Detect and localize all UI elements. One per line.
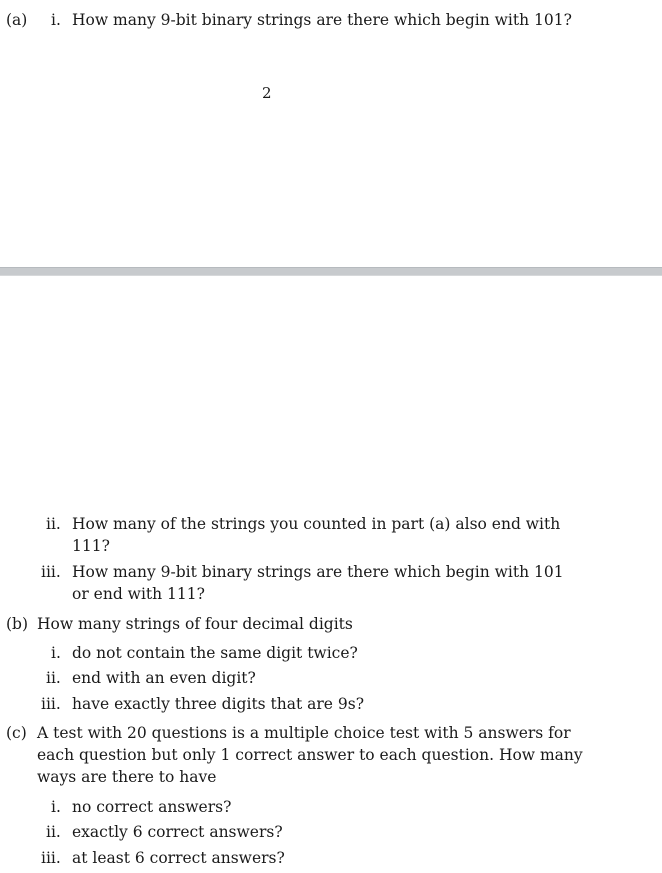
- question-c-ii-text: exactly 6 correct answers?: [72, 823, 283, 841]
- question-b-iii-label: iii.: [41, 695, 61, 713]
- question-c-iii-label: iii.: [41, 849, 61, 867]
- question-c-i-label: i.: [51, 798, 61, 816]
- part-a-label: (a): [6, 11, 28, 29]
- question-c-iii-text: at least 6 correct answers?: [72, 849, 285, 867]
- part-c-text: [37, 722, 583, 788]
- part-b-label: (b): [6, 615, 29, 633]
- part-c-label: (c): [6, 724, 27, 742]
- question-a-i-label: i.: [51, 11, 61, 29]
- question-b-iii-text: have exactly three digits that are 9s?: [72, 695, 365, 713]
- question-a-iii-text: [72, 561, 564, 605]
- part-b-text: How many strings of four decimal digits: [37, 615, 353, 633]
- question-b-ii-text: end with an even digit?: [72, 669, 256, 687]
- page-break-divider: [0, 267, 662, 276]
- question-c-i-text: no correct answers?: [72, 798, 232, 816]
- page-number: 2: [262, 84, 272, 102]
- question-a-ii-line: How many of the strings you counted in part (a) also end with: [72, 515, 561, 533]
- question-a-iii-line: How many 9-bit binary strings are there which begin with 101: [72, 563, 564, 581]
- question-a-i-text: How many 9-bit binary strings are there which begin with 101?: [72, 11, 572, 29]
- question-b-i-label: i.: [51, 644, 61, 662]
- question-a-ii-label: ii.: [46, 515, 61, 533]
- question-a-ii-text: [72, 513, 560, 557]
- part-c-line: each question but only 1 correct answer to each question. How many: [37, 746, 583, 764]
- question-b-i-text: do not contain the same digit twice?: [72, 644, 358, 662]
- part-c-line: ways are there to have: [37, 768, 217, 786]
- part-c-line: A test with 20 questions is a multiple choice test with 5 answers for: [37, 724, 571, 742]
- question-a-iii-line: or end with 111?: [72, 585, 205, 603]
- question-c-ii-label: ii.: [46, 823, 61, 841]
- question-b-ii-label: ii.: [46, 669, 61, 687]
- question-a-iii-label: iii.: [41, 563, 61, 581]
- question-a-ii-line: 111?: [72, 537, 110, 555]
